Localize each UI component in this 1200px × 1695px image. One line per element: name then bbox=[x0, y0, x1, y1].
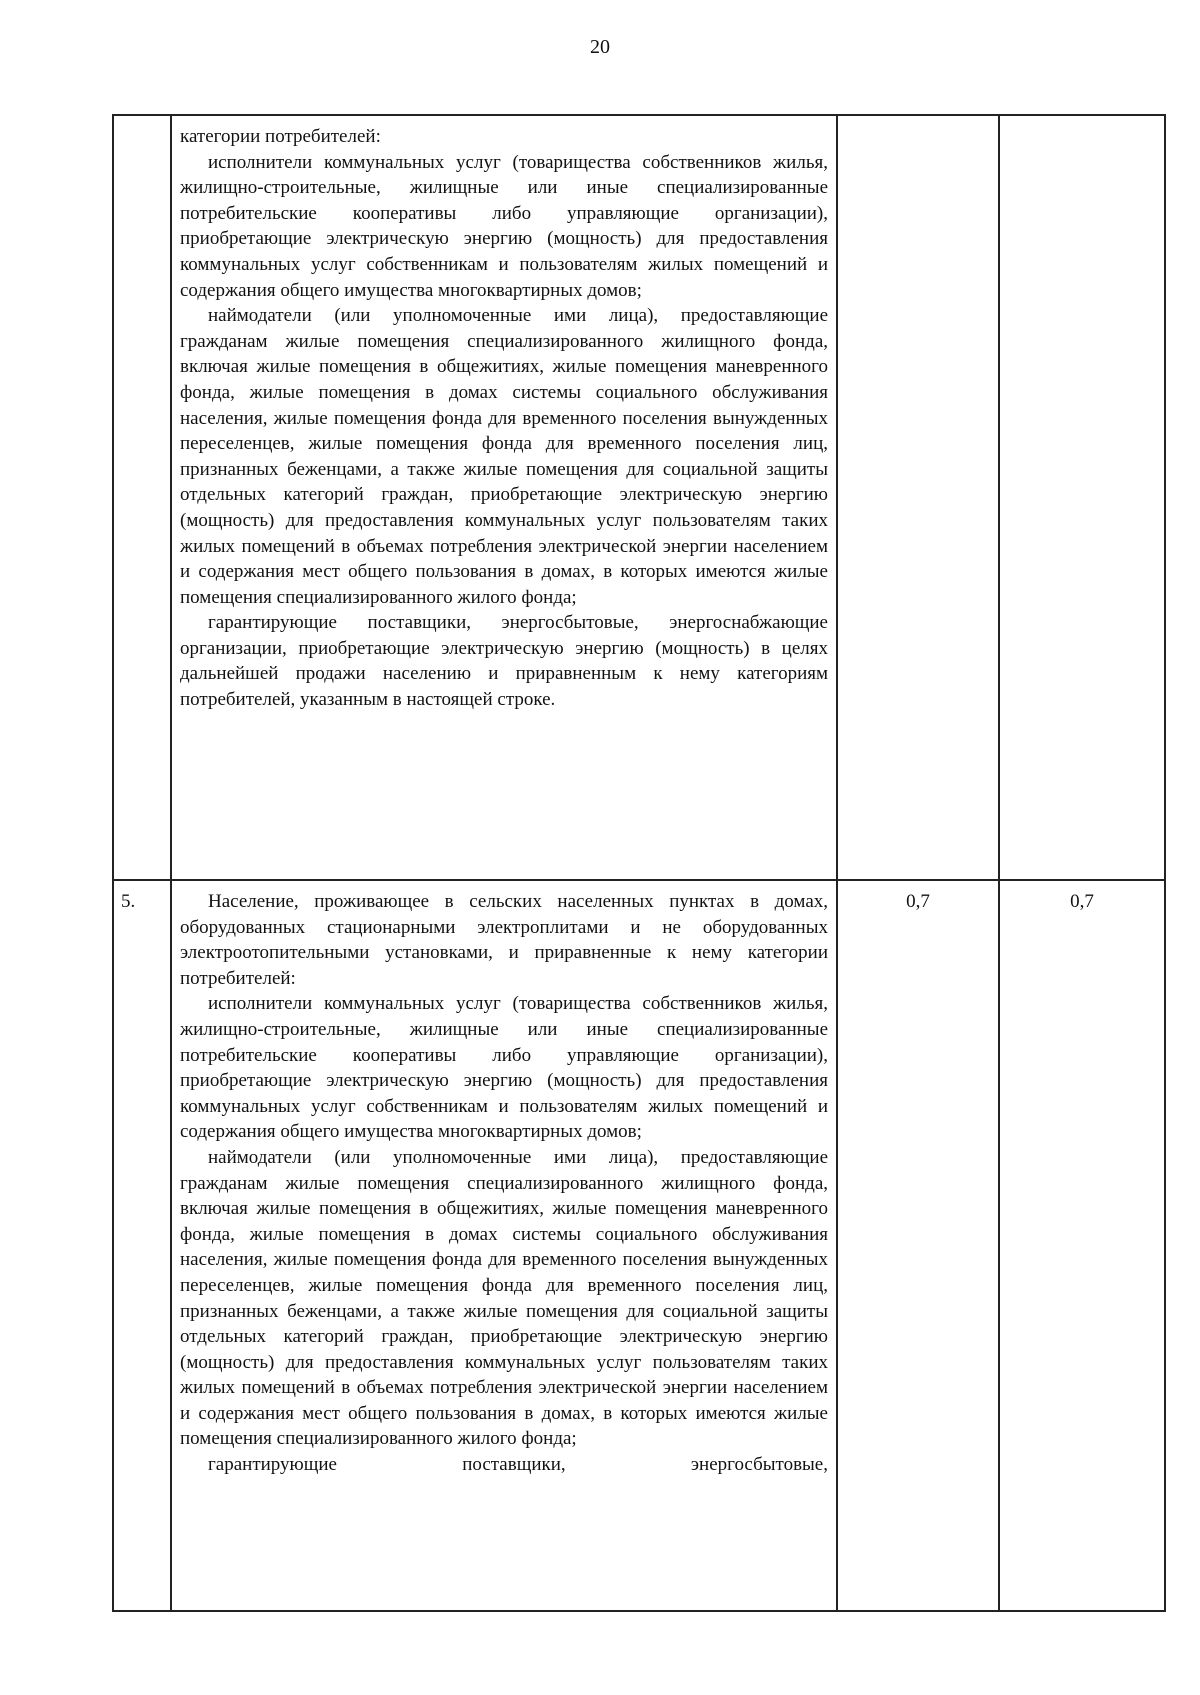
paragraph: исполнители коммунальных услуг (товарищества собственников жилья, жилищно-строительные, жилищные или иные специализированные потребительские кооперативы либо управляющие организации), приобретающие электрическую энергию (мощность) для предоставления коммунальных услуг собственникам и пользователям жилых помещений и содержания общего имущества многоквартирных домов; bbox=[180, 993, 828, 1143]
paragraph: исполнители коммунальных услуг (товарищества собственников жилья, жилищно-строительные, жилищные или иные специализированные потребительские кооперативы либо управляющие организации), приобретающие электрическую энергию (мощность) для предоставления коммунальных услуг собственникам и пользователям жилых помещений и содержания общего имущества многоквартирных домов; bbox=[180, 151, 828, 301]
paragraph: гарантирующие поставщики, энергосбытовые, bbox=[208, 1454, 828, 1476]
tariff-table bbox=[112, 114, 1166, 1612]
paragraph: наймодатели (или уполномоченные ими лица), предоставляющие гражданам жилые помещения специализированного жилищного фонда, включая жилые помещения в общежитиях, жилые помещения маневренного фонда, жилые помещения в домах системы социального обслуживания населения, жилые помещения фонда для временного поселения вынужденных переселенцев, жилые помещения фонда для временного поселения лиц, признанных беженцами, а также жилые помещения для социальной защиты отдельных категорий граждан, приобретающие электрическую энергию (мощность) для предоставления коммунальных услуг пользователям таких жилых помещений в объемах потребления электрической энергии населением и содержания мест общего пользования в домах, в которых имеются жилые помещения специализированного жилого фонда; bbox=[180, 1146, 828, 1450]
paragraph: категории потребителей: bbox=[180, 126, 381, 147]
table-row bbox=[113, 115, 1165, 880]
value-cell-1: 0,7 bbox=[837, 880, 999, 1611]
paragraph: наймодатели (или уполномоченные ими лица), предоставляющие гражданам жилые помещения специализированного жилищного фонда, включая жилые помещения в общежитиях, жилые помещения маневренного фонда, жилые помещения в домах системы социального обслуживания населения, жилые помещения фонда для временного поселения вынужденных переселенцев, жилые помещения фонда для временного поселения лиц, признанных беженцами, а также жилые помещения для социальной защиты отдельных категорий граждан, приобретающие электрическую энергию (мощность) для предоставления коммунальных услуг пользователям таких жилых помещений в объемах потребления электрической энергии населением и содержания мест общего пользования в домах, в которых имеются жилые помещения специализированного жилого фонда; bbox=[180, 305, 828, 608]
paragraph: Население, проживающее в сельских населенных пунктах в домах, оборудованных стационарными электроплитами и не оборудованных электроотопительными установками, и приравненные к нему категории потребителей: bbox=[180, 891, 828, 989]
table-row bbox=[113, 880, 1165, 1611]
value-cell-2: 0,7 bbox=[999, 880, 1165, 1611]
value-cell-1 bbox=[837, 115, 999, 880]
row-description bbox=[171, 115, 837, 880]
paragraph: гарантирующие поставщики, энергосбытовые, энергоснабжающие организации, приобретающие электрическую энергию (мощность) в целях дальнейшей продажи населению и приравненным к нему категориям потребителей, указанным в настоящей строке. bbox=[180, 612, 828, 711]
row-description bbox=[171, 880, 837, 1611]
value-cell-2 bbox=[999, 115, 1165, 880]
page-number: 20 bbox=[590, 36, 610, 58]
row-number bbox=[113, 115, 171, 880]
row-number: 5. bbox=[113, 880, 171, 1611]
